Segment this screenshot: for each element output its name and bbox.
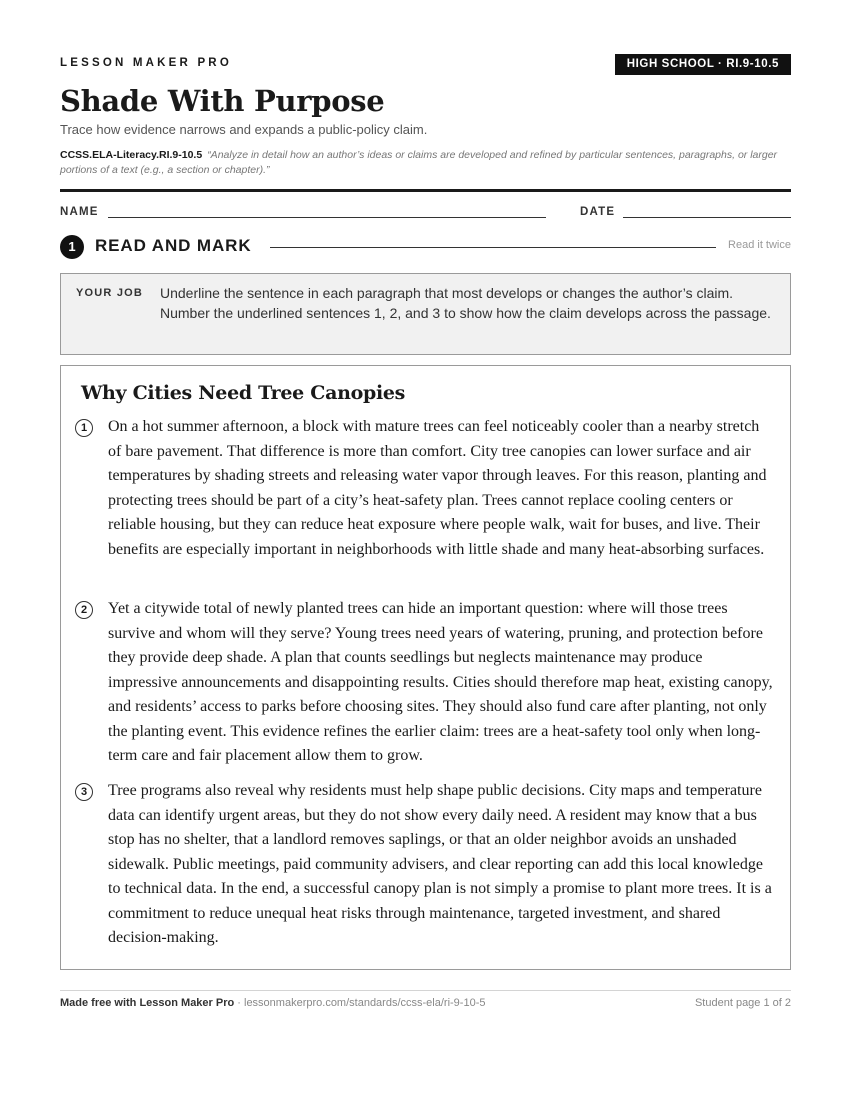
footer-divider [60, 990, 791, 991]
step-note: Read it twice [728, 239, 791, 251]
passage-paragraph-1[interactable]: On a hot summer afternoon, a block with mature trees can feel noticeably cooler than a nearby stretch of bare pavement. That difference is more than comfort. City tree canopies can lower surface and air temperatures by shading streets and releasing water vapor through leaves. For this reason, planting and protecting trees should be part of a city’s heat-safety plan. Trees cannot replace cooling centers or reliable housing, but they can reduce heat exposure where people walk, wait for buses, and live. Their benefits are especially important in neighborhoods with little shade and many heat-absorbing surfaces. [108, 418, 767, 558]
name-field[interactable] [108, 217, 546, 218]
step-title: READ AND MARK [95, 236, 252, 255]
footer-url[interactable]: · lessonmakerpro.com/standards/ccss-ela/ri-9-10-5 [237, 997, 486, 1009]
standard-code: CCSS.ELA-Literacy.RI.9-10.5 [60, 149, 203, 161]
reading-passage [60, 365, 791, 970]
name-label: NAME [60, 206, 99, 218]
header-divider [60, 189, 791, 192]
passage-title: Why Cities Need Tree Canopies [81, 382, 406, 404]
date-label: DATE [580, 206, 616, 218]
brand-name: LESSON MAKER PRO [60, 57, 232, 69]
paragraph-number-2: 2 [75, 601, 93, 619]
step-divider [270, 247, 716, 248]
grade-standard-badge: HIGH SCHOOL · RI.9-10.5 [615, 54, 791, 75]
step-number-badge: 1 [60, 235, 84, 259]
standard-text: “Analyze in detail how an author’s ideas or claims are developed and refined by particular sentences, paragraphs, or larger portions of a text (e.g., a section or chapter).” [60, 149, 778, 176]
page-indicator: Student page 1 of 2 [694, 997, 791, 1009]
instructions-label: YOUR JOB [76, 287, 144, 299]
footer-made-with: Made free with Lesson Maker Pro [60, 997, 235, 1009]
passage-paragraph-3[interactable]: Tree programs also reveal why residents must help shape public decisions. City maps and temperature data can identify urgent areas, but they do not show every daily need. A resident may know that a bus stop has no shelter, that a landlord removes saplings, or that an older neighbor avoids an unshaded sidewalk. Public meetings, paid community advisers, and clear reporting can add this local knowledge to technical data. In the end, a successful canopy plan is not simply a promise to plant more trees. It is a commitment to reduce unequal heat risks through maintenance, targeted investment, and shared decision-making. [108, 782, 772, 946]
paragraph-number-3: 3 [75, 783, 93, 801]
paragraph-number-1: 1 [75, 419, 93, 437]
instructions-text: Underline the sentence in each paragraph that most develops or changes the author’s claim. Number the underlined sentences 1, 2, and 3 to show how the claim develops across the passage. [160, 285, 771, 321]
instructions-box [60, 273, 791, 355]
standard-description [60, 148, 791, 178]
date-field[interactable] [623, 217, 791, 218]
passage-paragraph-2[interactable]: Yet a citywide total of newly planted trees can hide an important question: where will those trees survive and whom will they serve? Young trees need years of watering, pruning, and protection before they provide deep shade. A plan that counts seedlings but neglects maintenance may produce impressive announcements and disappointing results. Cities should therefore map heat, existing canopy, and residents’ access to parks before choosing sites. They should also fund care after planting, not only the planting event. This evidence refines the earlier claim: trees are a heat-safety tool only when long-term care and fair placement allow them to grow. [108, 600, 773, 764]
worksheet-subtitle: Trace how evidence narrows and expands a public-policy claim. [60, 122, 428, 137]
worksheet-page [60, 0, 791, 1100]
footer-credit [60, 997, 485, 1009]
worksheet-title: Shade With Purpose [60, 84, 385, 118]
